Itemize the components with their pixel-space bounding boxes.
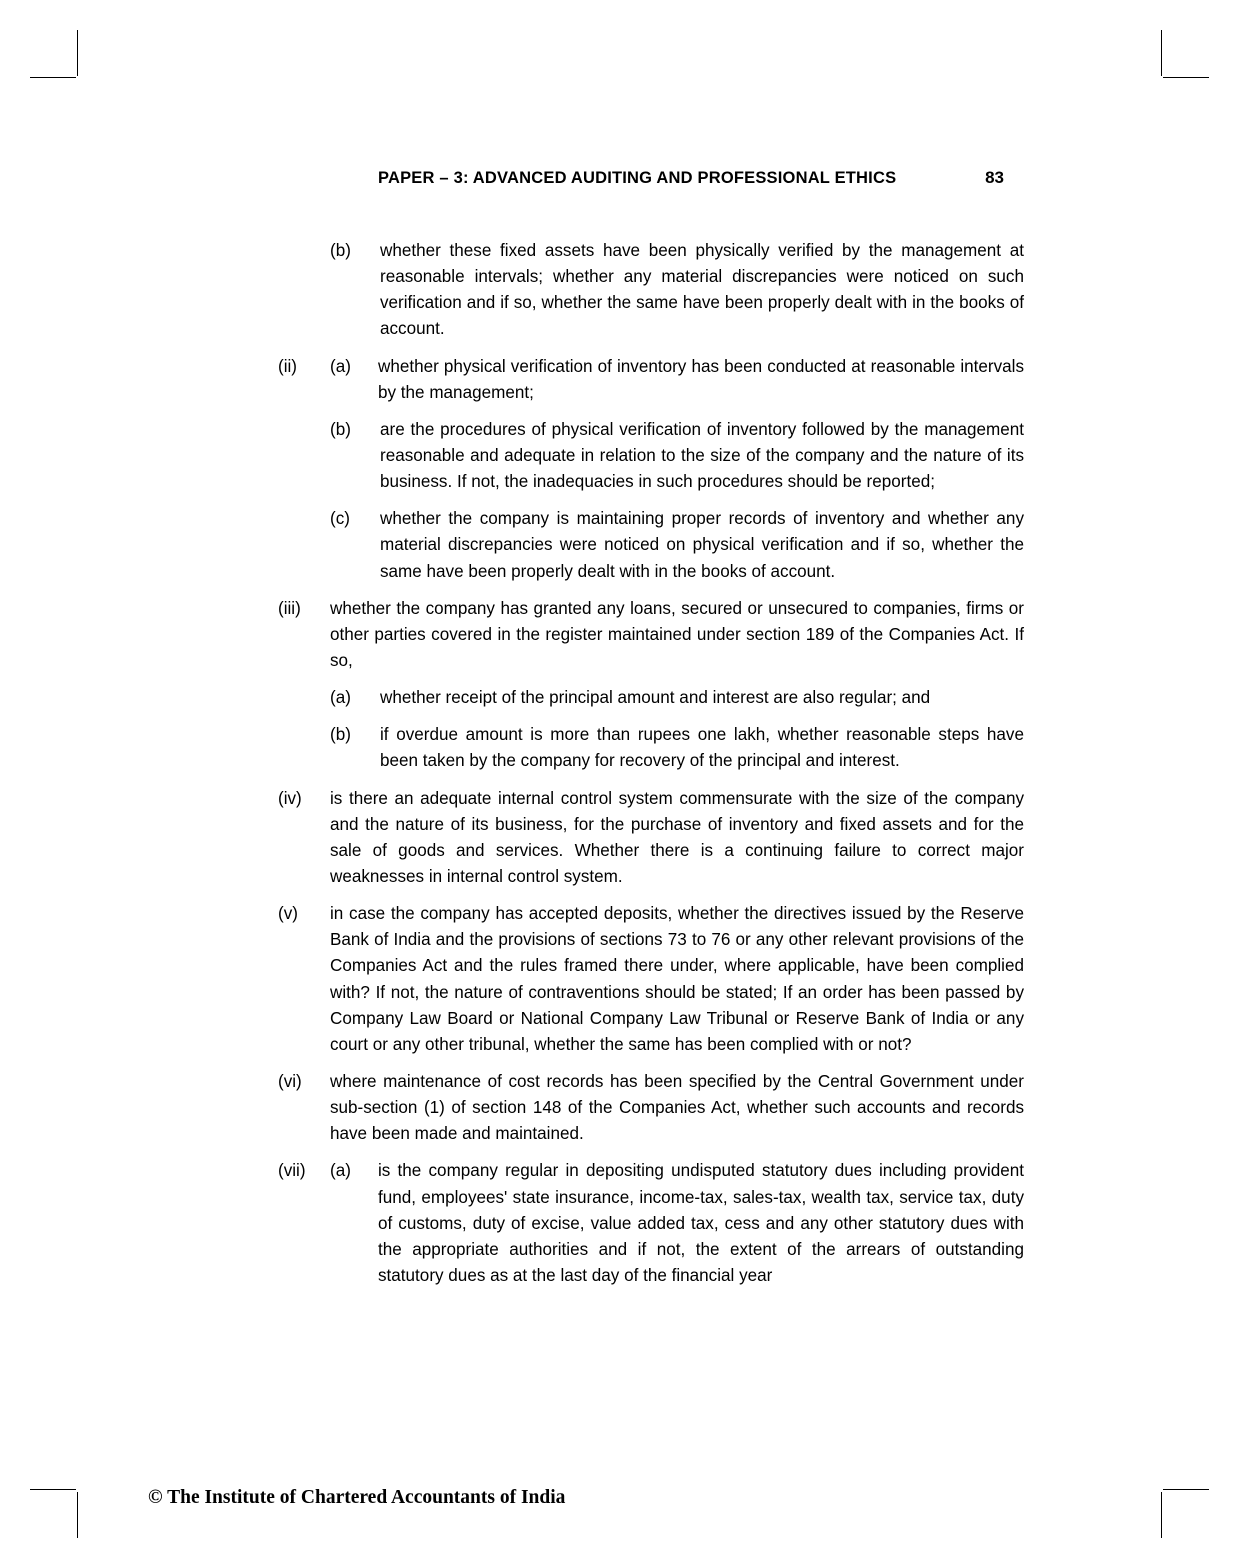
crop-mark-top-left-vertical	[77, 30, 78, 76]
list-marker-roman: (iv)	[278, 788, 302, 808]
list-item-text: whether the company has granted any loans, secured or unsecured to companies, firms or other parties covered in the register maintained under section 189 of the Companies Act. If so,	[330, 598, 1024, 670]
crop-mark-bottom-right-vertical	[1161, 1492, 1162, 1538]
list-item	[278, 354, 1024, 406]
list-group-iii	[330, 685, 1024, 774]
list-marker-roman: (ii)	[278, 356, 297, 376]
header-title: PAPER – 3: ADVANCED AUDITING AND PROFESSIONAL ETHICS	[378, 169, 897, 187]
list-marker-alpha: (b)	[330, 419, 351, 439]
document-body	[278, 238, 1024, 1300]
list-item-text: whether physical verification of inventory has been conducted at reasonable intervals by the management;	[378, 356, 1024, 402]
list-marker-roman: (v)	[278, 904, 298, 924]
crop-mark-bottom-left-vertical	[77, 1492, 78, 1538]
crop-mark-top-right-horizontal	[1163, 77, 1209, 78]
list-marker-roman: (vii)	[278, 1161, 306, 1181]
footer-copyright: © The Institute of Chartered Accountants of India	[148, 1487, 566, 1508]
list-marker-alpha: (b)	[330, 725, 351, 745]
list-item	[278, 1158, 1024, 1289]
list-item-text: is there an adequate internal control system commensurate with the size of the company and the nature of its business, for the purchase of inventory and fixed assets and for the sale of goods and services. Whether there is a continuing failure to correct major weaknesses in internal control system.	[330, 788, 1024, 886]
list-item	[278, 1069, 1024, 1147]
list-marker-roman: (vi)	[278, 1071, 302, 1091]
list-item	[278, 786, 1024, 891]
list-item-text: whether receipt of the principal amount and interest are also regular; and	[380, 688, 931, 708]
list-marker-alpha: (a)	[330, 356, 351, 376]
list-marker-alpha: (c)	[330, 509, 350, 529]
list-item	[330, 506, 1024, 584]
list-marker-alpha: (a)	[330, 1161, 351, 1181]
list-item-text: if overdue amount is more than rupees one lakh, whether reasonable steps have been taken by the company for recovery of the principal and interest.	[380, 725, 1024, 771]
page-header	[150, 168, 1088, 188]
crop-mark-bottom-left-horizontal	[30, 1489, 76, 1490]
list-item	[278, 596, 1024, 674]
list-item-text: are the procedures of physical verification of inventory followed by the management reasonable and adequate in relation to the size of the company and the nature of its business. If not, the inadequacies in such procedures should be reported;	[380, 419, 1024, 492]
list-item	[330, 417, 1024, 495]
list-marker-roman: (iii)	[278, 598, 301, 618]
list-marker-alpha: (a)	[330, 688, 351, 708]
list-item-text: whether these fixed assets have been physically verified by the management at reasonable intervals; whether any material discrepancies were noticed on such verification and if so, whether the same have been properly dealt with in the books of account.	[380, 241, 1024, 339]
list-item	[330, 722, 1024, 774]
list-item-text: is the company regular in depositing undisputed statutory dues including provident fund, employees' state insurance, income-tax, sales-tax, wealth tax, service tax, duty of customs, duty of excise, value added tax, cess and any other statutory dues with the appropriate authorities and if not, the extent of the arrears of outstanding statutory dues as at the last day of the financial year	[378, 1161, 1024, 1285]
list-item	[330, 685, 1024, 711]
list-group-ii	[330, 417, 1024, 585]
list-item-text: in case the company has accepted deposits, whether the directives issued by the Reserve Bank of India and the provisions of sections 73 to 76 or any other relevant provisions of the Companies Act and the rules framed there under, where applicable, have been complied with? If not, the nature of contraventions should be stated; If an order has been passed by Company Law Board or National Company Law Tribunal or Reserve Bank of India or any court or any other tribunal, whether the same has been complied with or not?	[330, 904, 1024, 1054]
crop-mark-top-left-horizontal	[30, 77, 76, 78]
list-marker-alpha: (b)	[330, 241, 351, 260]
list-item-text: where maintenance of cost records has been specified by the Central Government under sub-section (1) of section 148 of the Companies Act, whether such accounts and records have been made and maintained.	[330, 1071, 1024, 1144]
crop-mark-bottom-right-horizontal	[1163, 1489, 1209, 1490]
list-item-text: whether the company is maintaining proper records of inventory and whether any material discrepancies were noticed on physical verification and if so, whether the same have been properly dealt with in the books of account.	[380, 509, 1024, 581]
list-item	[278, 901, 1024, 1058]
list-group-i	[330, 238, 1024, 343]
crop-mark-top-right-vertical	[1161, 30, 1162, 76]
page-number: 83	[985, 168, 1004, 187]
list-item	[330, 238, 1024, 343]
